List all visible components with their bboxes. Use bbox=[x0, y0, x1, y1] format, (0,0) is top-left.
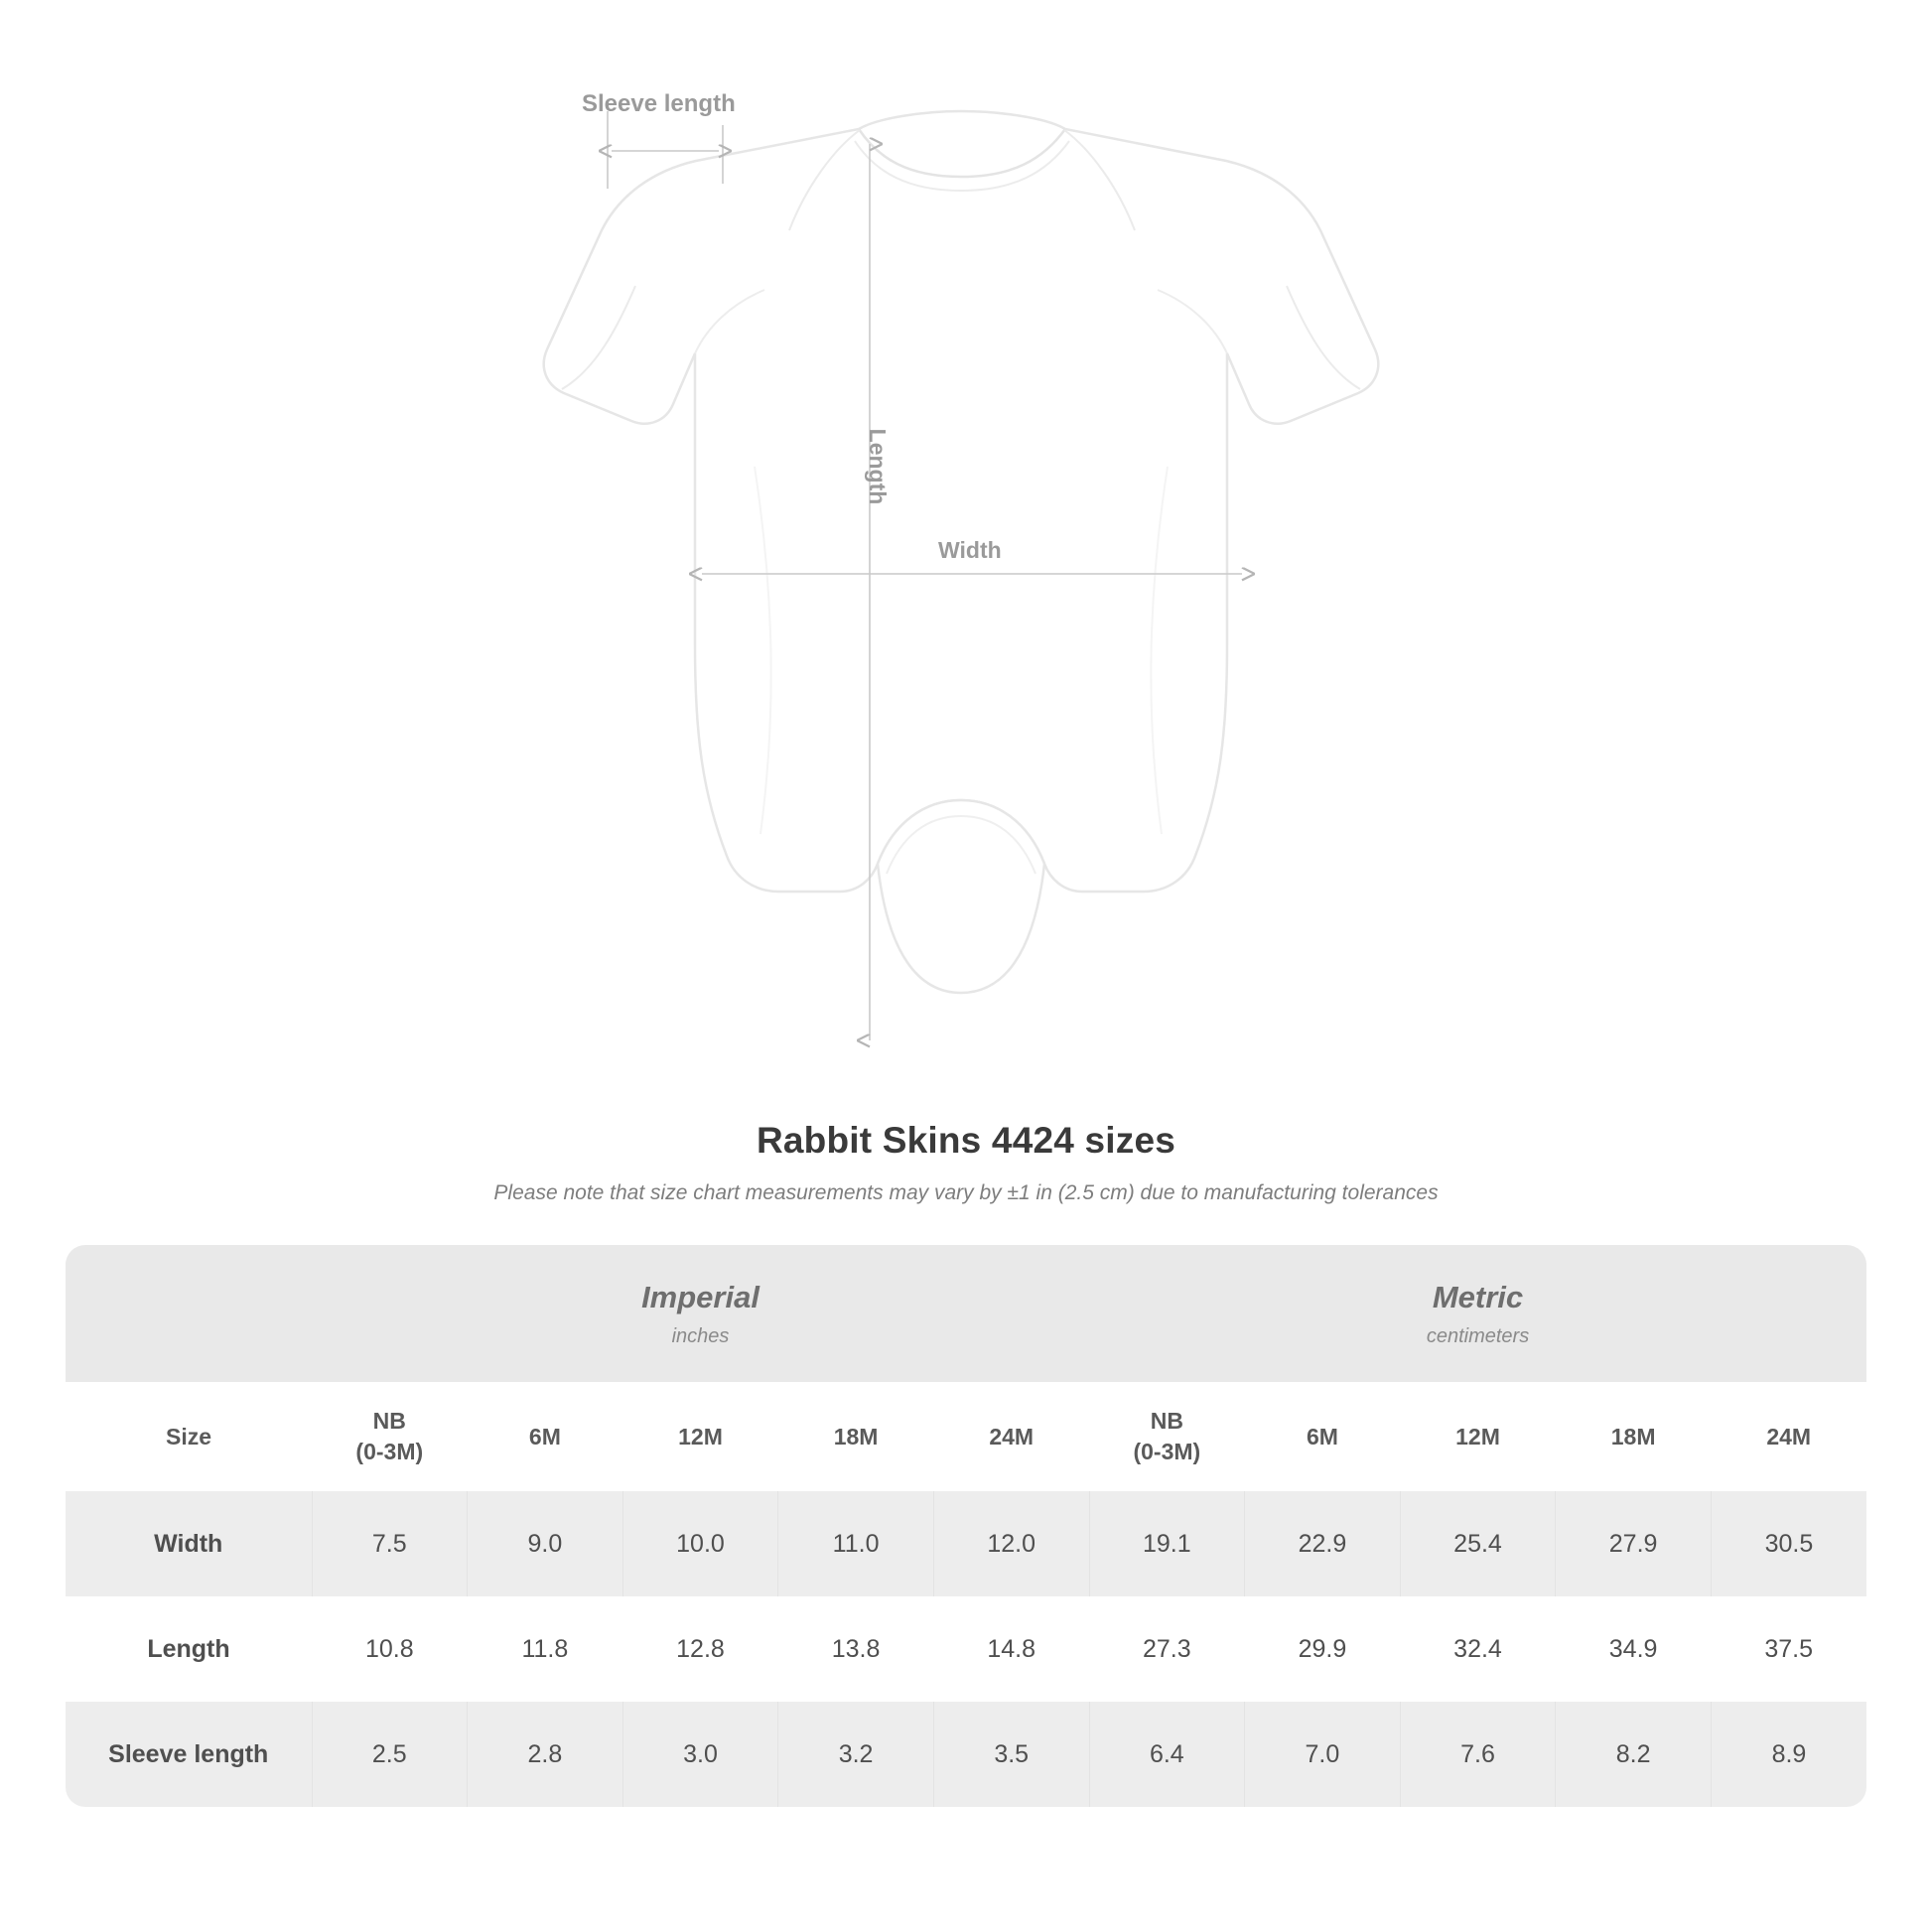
column-header-12m-imperial: 12M bbox=[622, 1382, 778, 1491]
row-label-sleeve-length: Sleeve length bbox=[66, 1702, 312, 1807]
cell-length-24m-cm: 37.5 bbox=[1711, 1596, 1866, 1702]
column-header-18m-imperial: 18M bbox=[778, 1382, 934, 1491]
cell-width-6m-in: 9.0 bbox=[468, 1491, 623, 1596]
tolerance-note: Please note that size chart measurements may vary by ±1 in (2.5 cm) due to manufacturing tolerances bbox=[493, 1181, 1439, 1204]
col-main: NB bbox=[1150, 1408, 1183, 1434]
page-title: Rabbit Skins 4424 sizes bbox=[756, 1120, 1176, 1161]
col-main: NB bbox=[372, 1408, 406, 1434]
cell-length-12m-in: 12.8 bbox=[622, 1596, 778, 1702]
cell-sleeve-24m-in: 3.5 bbox=[933, 1702, 1089, 1807]
column-header-6m-metric: 6M bbox=[1245, 1382, 1401, 1491]
cell-length-6m-in: 11.8 bbox=[468, 1596, 623, 1702]
column-header-nb-metric bbox=[1089, 1382, 1245, 1491]
cell-sleeve-18m-cm: 8.2 bbox=[1556, 1702, 1712, 1807]
column-header-24m-imperial: 24M bbox=[933, 1382, 1089, 1491]
cell-sleeve-18m-in: 3.2 bbox=[778, 1702, 934, 1807]
table-row bbox=[66, 1491, 1866, 1596]
col-sub: (0-3M) bbox=[1133, 1439, 1201, 1464]
cell-width-12m-cm: 25.4 bbox=[1400, 1491, 1556, 1596]
row-label-length: Length bbox=[66, 1596, 312, 1702]
unit-group-metric-sub: centimeters bbox=[1426, 1324, 1530, 1347]
row-label-width: Width bbox=[66, 1491, 312, 1596]
column-header-size: Size bbox=[66, 1382, 312, 1491]
title-block bbox=[0, 1120, 1932, 1205]
cell-sleeve-12m-cm: 7.6 bbox=[1400, 1702, 1556, 1807]
column-header-18m-metric: 18M bbox=[1556, 1382, 1712, 1491]
size-table bbox=[66, 1245, 1866, 1807]
table-row bbox=[66, 1596, 1866, 1702]
unit-group-metric bbox=[1089, 1245, 1866, 1382]
column-header-nb-imperial bbox=[312, 1382, 468, 1491]
col-sub: (0-3M) bbox=[355, 1439, 424, 1464]
size-table-wrapper bbox=[66, 1245, 1866, 1807]
unit-header-row bbox=[66, 1245, 1866, 1382]
size-header-row bbox=[66, 1382, 1866, 1491]
cell-length-6m-cm: 29.9 bbox=[1245, 1596, 1401, 1702]
cell-sleeve-6m-in: 2.8 bbox=[468, 1702, 623, 1807]
cell-sleeve-12m-in: 3.0 bbox=[622, 1702, 778, 1807]
cell-length-18m-cm: 34.9 bbox=[1556, 1596, 1712, 1702]
width-label: Width bbox=[938, 537, 1002, 563]
cell-length-18m-in: 13.8 bbox=[778, 1596, 934, 1702]
cell-width-18m-in: 11.0 bbox=[778, 1491, 934, 1596]
unit-group-metric-name: Metric bbox=[1432, 1279, 1524, 1314]
cell-width-18m-cm: 27.9 bbox=[1556, 1491, 1712, 1596]
cell-sleeve-nb-cm: 6.4 bbox=[1089, 1702, 1245, 1807]
cell-width-24m-in: 12.0 bbox=[933, 1491, 1089, 1596]
unit-spacer bbox=[66, 1245, 312, 1382]
cell-sleeve-6m-cm: 7.0 bbox=[1245, 1702, 1401, 1807]
cell-sleeve-nb-in: 2.5 bbox=[312, 1702, 468, 1807]
cell-sleeve-24m-cm: 8.9 bbox=[1711, 1702, 1866, 1807]
cell-length-12m-cm: 32.4 bbox=[1400, 1596, 1556, 1702]
cell-width-12m-in: 10.0 bbox=[622, 1491, 778, 1596]
cell-width-nb-cm: 19.1 bbox=[1089, 1491, 1245, 1596]
sleeve-length-label: Sleeve length bbox=[582, 90, 736, 117]
unit-group-imperial bbox=[312, 1245, 1089, 1382]
length-label: Length bbox=[865, 428, 891, 505]
cell-width-nb-in: 7.5 bbox=[312, 1491, 468, 1596]
cell-length-24m-in: 14.8 bbox=[933, 1596, 1089, 1702]
cell-width-24m-cm: 30.5 bbox=[1711, 1491, 1866, 1596]
cell-width-6m-cm: 22.9 bbox=[1245, 1491, 1401, 1596]
column-header-6m-imperial: 6M bbox=[468, 1382, 623, 1491]
column-header-24m-metric: 24M bbox=[1711, 1382, 1866, 1491]
unit-group-imperial-sub: inches bbox=[671, 1324, 730, 1347]
column-header-12m-metric: 12M bbox=[1400, 1382, 1556, 1491]
unit-group-imperial-name: Imperial bbox=[641, 1279, 759, 1314]
cell-length-nb-in: 10.8 bbox=[312, 1596, 468, 1702]
table-row bbox=[66, 1702, 1866, 1807]
cell-length-nb-cm: 27.3 bbox=[1089, 1596, 1245, 1702]
